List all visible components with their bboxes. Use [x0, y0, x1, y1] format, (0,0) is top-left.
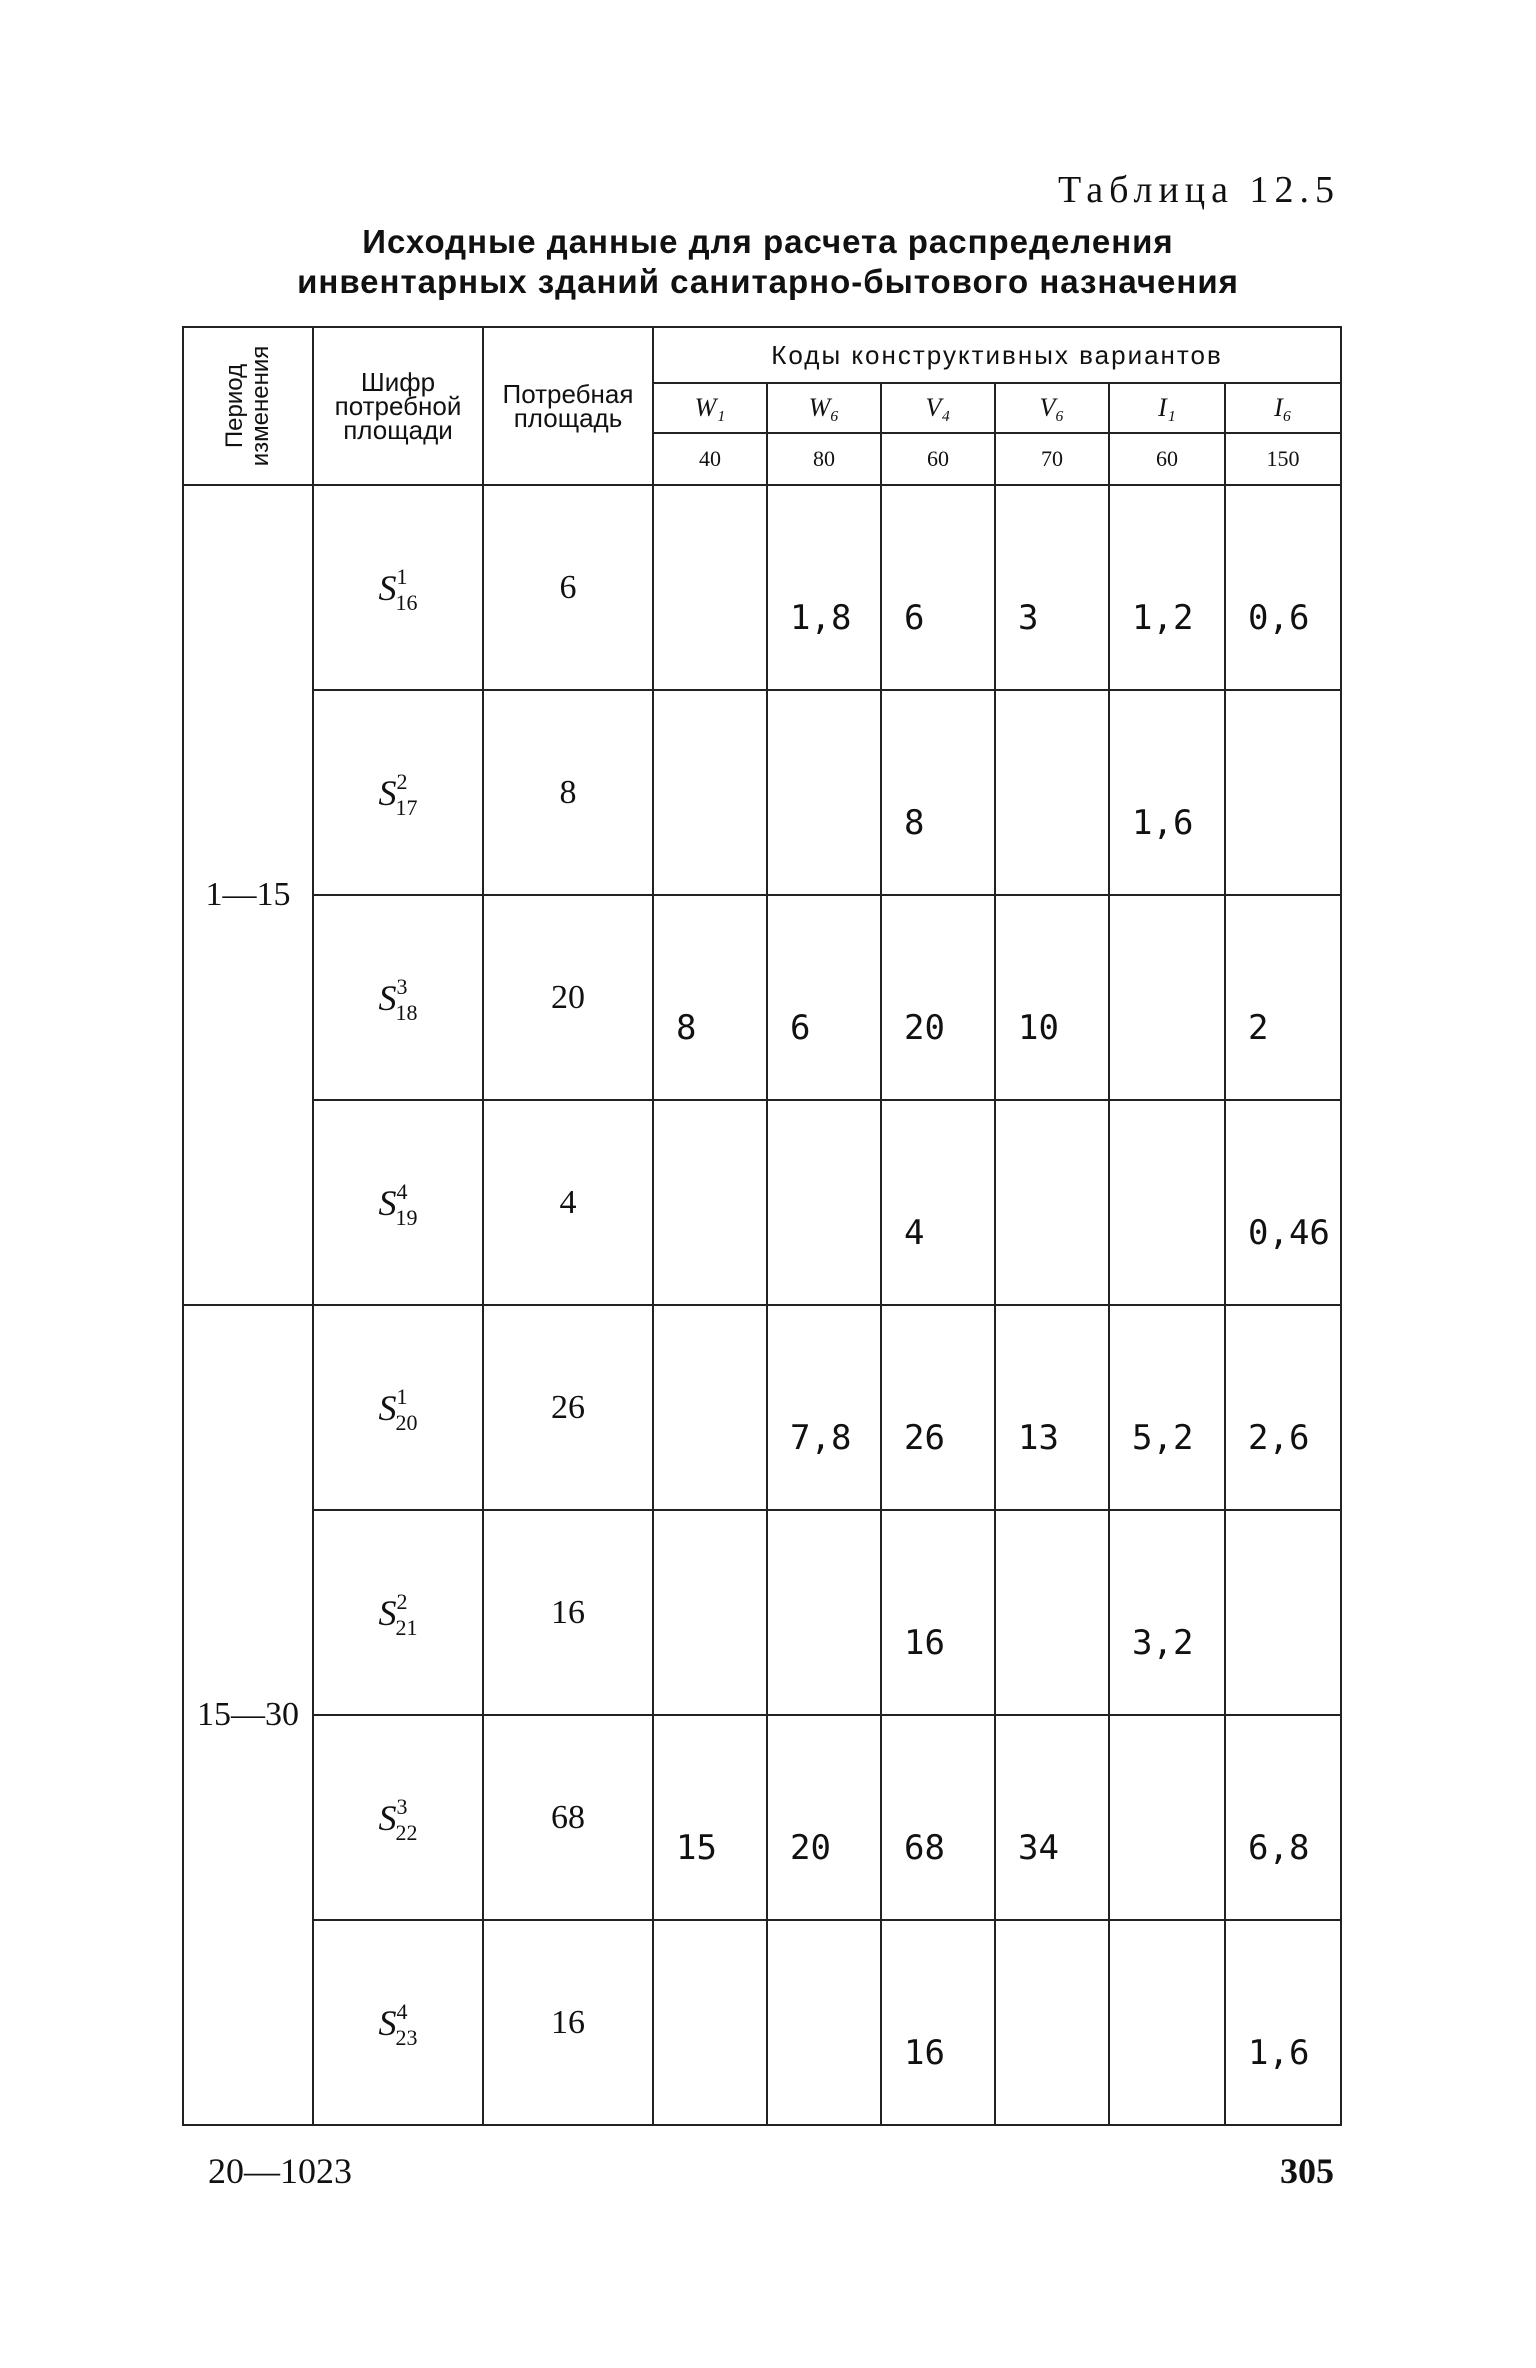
footer-signature: 20—1023	[208, 2151, 352, 2191]
value-cell: 3,2	[1109, 1510, 1225, 1715]
header-variants: Коды конструктивных вариантов	[653, 327, 1341, 383]
area-cell: 8	[483, 690, 653, 895]
table-row	[183, 690, 1341, 895]
header-col-value: 40	[653, 433, 767, 485]
header-col-name: W₆	[767, 383, 881, 433]
value-cell: 20	[767, 1715, 881, 1920]
title-line-2: инвентарных зданий санитарно-бытового назначения	[297, 263, 1239, 300]
header-col-name: V₆	[995, 383, 1109, 433]
table-row	[183, 1510, 1341, 1715]
value-cell: 1,6	[1109, 690, 1225, 895]
value-cell: 2	[1225, 895, 1341, 1100]
header-period: Период изменения	[183, 327, 313, 485]
header-col-value: 60	[1109, 433, 1225, 485]
value-cell: 26	[881, 1305, 995, 1510]
value-cell: 15	[653, 1715, 767, 1920]
value-cell: 0,46	[1225, 1100, 1341, 1305]
code-cell: $S^1_{16}$	[313, 485, 483, 690]
page-number: 305	[1280, 2151, 1334, 2191]
value-cell: 10	[995, 895, 1109, 1100]
value-cell: 13	[995, 1305, 1109, 1510]
area-cell: 16	[483, 1510, 653, 1715]
value-cell	[1109, 895, 1225, 1100]
header-col-value: 60	[881, 433, 995, 485]
value-cell	[995, 690, 1109, 895]
header-col-name: W₁	[653, 383, 767, 433]
table-row	[183, 1100, 1341, 1305]
code-cell: $S^2_{21}$	[313, 1510, 483, 1715]
period-cell: 1—15	[183, 485, 313, 1305]
value-cell: 8	[881, 690, 995, 895]
title-line-1: Исходные данные для расчета распределения	[362, 223, 1174, 260]
header-col-value: 70	[995, 433, 1109, 485]
value-cell: 5,2	[1109, 1305, 1225, 1510]
value-cell: 3	[995, 485, 1109, 690]
data-table	[182, 326, 1342, 2126]
value-cell: 6	[881, 485, 995, 690]
code-cell: $S^4_{19}$	[313, 1100, 483, 1305]
value-cell: 2,6	[1225, 1305, 1341, 1510]
value-cell	[653, 1510, 767, 1715]
area-cell: 4	[483, 1100, 653, 1305]
value-cell	[653, 1100, 767, 1305]
value-cell: 1,8	[767, 485, 881, 690]
value-cell	[653, 1920, 767, 2125]
value-cell: 6	[767, 895, 881, 1100]
area-cell: 6	[483, 485, 653, 690]
header-code: Шифр потребной площади	[313, 327, 483, 485]
value-cell: 4	[881, 1100, 995, 1305]
value-cell	[1109, 1715, 1225, 1920]
value-cell	[995, 1100, 1109, 1305]
value-cell	[995, 1510, 1109, 1715]
value-cell: 16	[881, 1510, 995, 1715]
header-col-name: V₄	[881, 383, 995, 433]
value-cell: 6,8	[1225, 1715, 1341, 1920]
value-cell: 34	[995, 1715, 1109, 1920]
area-cell: 16	[483, 1920, 653, 2125]
data-table-container	[182, 326, 1340, 2126]
table-row	[183, 895, 1341, 1100]
header-col-value: 150	[1225, 433, 1341, 485]
value-cell: 0,6	[1225, 485, 1341, 690]
value-cell	[1109, 1100, 1225, 1305]
area-cell: 20	[483, 895, 653, 1100]
value-cell	[1225, 690, 1341, 895]
code-cell: $S^4_{23}$	[313, 1920, 483, 2125]
area-cell: 68	[483, 1715, 653, 1920]
code-cell: $S^1_{20}$	[313, 1305, 483, 1510]
header-col-value: 80	[767, 433, 881, 485]
value-cell: 1,2	[1109, 485, 1225, 690]
value-cell	[767, 1510, 881, 1715]
table-row	[183, 1920, 1341, 2125]
table-title	[180, 222, 1356, 302]
value-cell	[1109, 1920, 1225, 2125]
value-cell: 20	[881, 895, 995, 1100]
table-row	[183, 485, 1341, 690]
code-cell: $S^2_{17}$	[313, 690, 483, 895]
value-cell	[995, 1920, 1109, 2125]
table-caption: Таблица 12.5	[1057, 169, 1340, 211]
value-cell	[767, 690, 881, 895]
value-cell	[767, 1920, 881, 2125]
value-cell: 16	[881, 1920, 995, 2125]
period-cell: 15—30	[183, 1305, 313, 2125]
code-cell: $S^3_{18}$	[313, 895, 483, 1100]
area-cell: 26	[483, 1305, 653, 1510]
header-col-name: I₆	[1225, 383, 1341, 433]
value-cell	[653, 690, 767, 895]
value-cell: 8	[653, 895, 767, 1100]
code-cell: $S^3_{22}$	[313, 1715, 483, 1920]
value-cell	[1225, 1510, 1341, 1715]
table-row	[183, 1305, 1341, 1510]
header-area: Потребная площадь	[483, 327, 653, 485]
value-cell	[767, 1100, 881, 1305]
value-cell	[653, 1305, 767, 1510]
header-col-name: I₁	[1109, 383, 1225, 433]
value-cell: 68	[881, 1715, 995, 1920]
table-row	[183, 1715, 1341, 1920]
value-cell	[653, 485, 767, 690]
value-cell: 1,6	[1225, 1920, 1341, 2125]
value-cell: 7,8	[767, 1305, 881, 1510]
